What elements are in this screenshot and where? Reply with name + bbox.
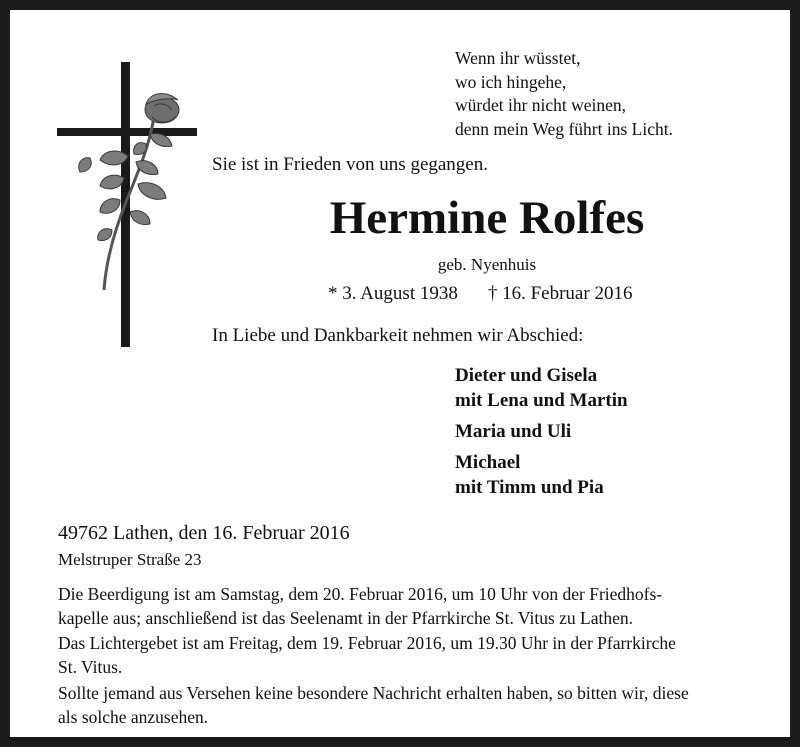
family-list — [455, 363, 628, 506]
place-date: 49762 Lathen, den 16. Februar 2016 — [58, 522, 350, 544]
birth-date: * 3. August 1938 — [328, 283, 458, 304]
street-address: Melstruper Straße 23 — [58, 550, 202, 569]
funeral-paragraph — [58, 583, 764, 630]
paragraph-line: kapelle aus; anschließend ist das Seelenamt in der Pfarrkirche St. Vitus zu Lathen. — [58, 607, 633, 628]
paragraph-line: Sollte jemand aus Versehen keine besondere Nachricht erhalten haben, so bitten wir, diese — [58, 683, 689, 703]
farewell-text: In Liebe und Dankbarkeit nehmen wir Abschied: — [212, 325, 584, 346]
paragraph-line: als solche anzusehen. — [58, 706, 209, 727]
poem-line: wo ich hingehe, — [455, 71, 567, 92]
family-group — [455, 419, 628, 444]
paragraph-line: St. Vitus. — [58, 656, 123, 677]
death-date: † 16. Februar 2016 — [487, 283, 633, 304]
paragraph-line: Das Lichtergebet ist am Freitag, dem 19. Februar 2016, um 19.30 Uhr in der Pfarrkirche — [58, 633, 676, 653]
family-group — [455, 363, 628, 413]
poem-line: denn mein Weg führt ins Licht. — [455, 118, 673, 139]
family-line: mit Timm und Pia — [455, 477, 604, 498]
family-line: Dieter und Gisela — [455, 365, 598, 386]
intro-text: Sie ist in Frieden von uns gegangen. — [212, 154, 488, 175]
prayer-paragraph — [58, 632, 764, 679]
paragraph-line: Die Beerdigung ist am Samstag, dem 20. Februar 2016, um 10 Uhr von der Friedhofs- — [58, 584, 663, 604]
family-line: Michael — [455, 452, 521, 473]
poem — [455, 47, 673, 141]
family-line: Maria und Uli — [455, 421, 572, 442]
deceased-name: Hermine Rolfes — [329, 192, 645, 244]
poem-line: Wenn ihr wüsstet, — [455, 48, 581, 68]
notice-paragraph — [58, 682, 764, 729]
maiden-name: geb. Nyenhuis — [437, 255, 537, 274]
poem-line: würdet ihr nicht weinen, — [455, 95, 627, 115]
family-line: mit Lena und Martin — [455, 390, 628, 411]
life-dates — [328, 283, 632, 305]
family-group — [455, 450, 628, 500]
